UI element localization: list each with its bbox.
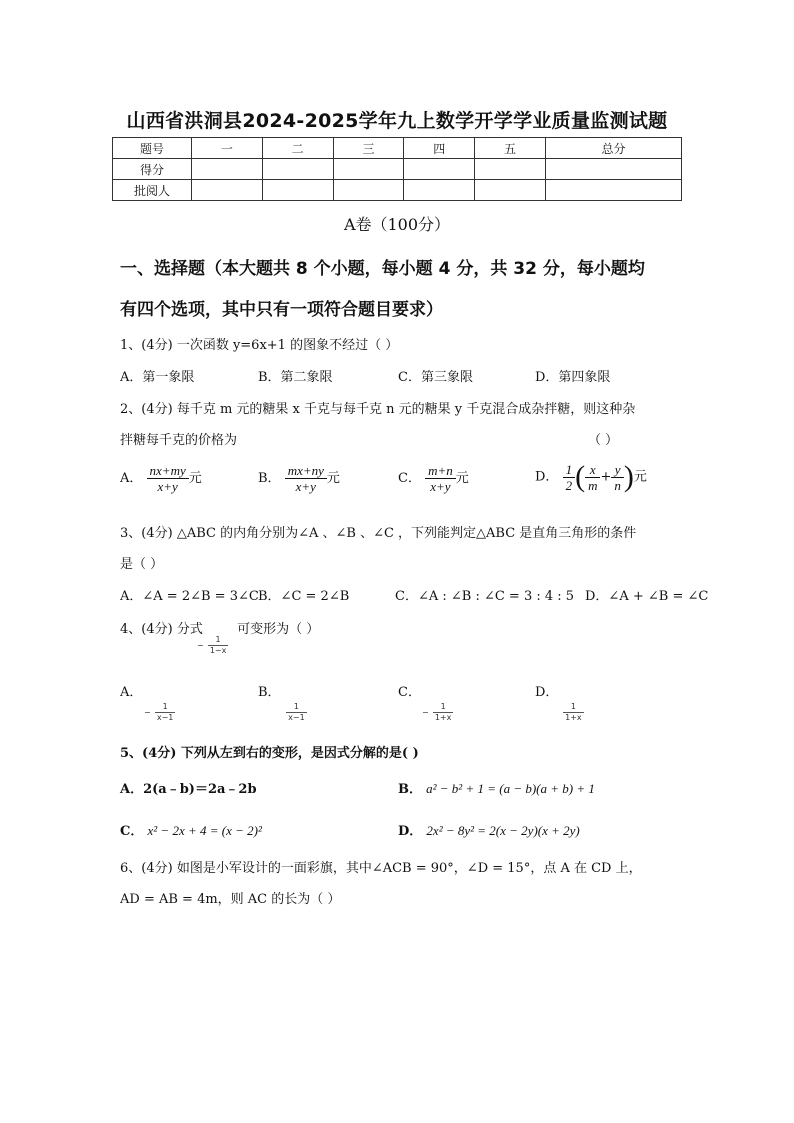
fraction <box>563 702 584 723</box>
numerator: x <box>585 462 600 478</box>
table-row <box>113 159 682 180</box>
sign: − <box>422 707 429 717</box>
fraction <box>433 702 454 723</box>
option-label: A． <box>120 685 143 700</box>
table-cell: 得分 <box>113 159 192 180</box>
plus-sign: + <box>600 469 612 485</box>
q2-answer-paren: （ ） <box>588 433 619 448</box>
option-label: D． <box>535 685 559 700</box>
table-cell: 题号 <box>113 138 192 159</box>
q4-option-d[interactable] <box>535 681 584 723</box>
option-label: B． <box>398 782 422 797</box>
q2-option-b[interactable] <box>258 463 340 494</box>
denominator: 1+x <box>434 713 452 722</box>
q2-option-a[interactable] <box>120 463 202 494</box>
q1-option-a[interactable]: A．第一象限 <box>120 370 195 385</box>
option-expression: a² − b² + 1 = (a − b)(a + b) + 1 <box>426 781 595 796</box>
grader-cell[interactable] <box>545 180 681 201</box>
denominator: x−1 <box>156 713 174 722</box>
q4-option-c[interactable] <box>398 681 453 723</box>
page-title: 山西省洪洞县2024-2025学年九上数学开学学业质量监测试题 <box>126 110 668 132</box>
denominator: m <box>588 477 598 493</box>
denominator: x+y <box>157 479 178 494</box>
score-table-header-row <box>113 138 682 159</box>
q5-option-b[interactable] <box>398 778 595 797</box>
sign: − <box>144 707 151 717</box>
part1-heading-line2: 有四个选项，其中只有一项符合题目要求） <box>120 300 443 320</box>
unit-label: 元 <box>326 471 340 486</box>
grader-cell[interactable] <box>404 180 475 201</box>
section-title: A卷（100分） <box>343 215 451 234</box>
option-label: C． <box>398 685 421 700</box>
unit-label: 元 <box>188 471 202 486</box>
fraction <box>563 462 576 493</box>
q3-line2: 是（ ） <box>120 557 164 572</box>
option-label: B． <box>258 685 281 700</box>
score-cell[interactable] <box>545 159 681 180</box>
q5-option-a[interactable]: A．2(a﹣b)＝2a﹣2b <box>120 782 257 797</box>
option-label: D． <box>398 824 423 839</box>
q5-option-c[interactable] <box>120 820 262 839</box>
fraction <box>585 462 600 493</box>
grader-cell[interactable] <box>192 180 263 201</box>
numerator: m+n <box>425 463 456 479</box>
fraction <box>208 635 229 656</box>
numerator: 1 <box>155 702 176 713</box>
q5-stem: 5、(4分) 下列从左到右的变形，是因式分解的是( ) <box>120 746 419 761</box>
q1-stem: 1、(4分) 一次函数 y=6x+1 的图象不经过（ ） <box>120 338 399 353</box>
option-fraction <box>144 702 175 723</box>
option-label: A． <box>120 471 143 486</box>
denominator: 1+x <box>565 713 582 722</box>
score-cell[interactable] <box>404 159 475 180</box>
q2-option-d[interactable] <box>535 460 647 494</box>
option-label: C． <box>398 471 421 486</box>
q1-option-d[interactable]: D．第四象限 <box>535 370 611 385</box>
score-cell[interactable] <box>192 159 263 180</box>
numerator: 1 <box>433 702 454 713</box>
option-expression: x² − 2x + 4 = (x − 2)² <box>147 823 262 838</box>
numerator: mx+ny <box>285 463 327 479</box>
denominator: x+y <box>430 479 451 494</box>
option-expression: 2x² − 8y² = 2(x − 2y)(x + 2y) <box>426 823 580 838</box>
q4-option-a[interactable] <box>120 681 175 723</box>
numerator: 1 <box>563 462 576 478</box>
q3-option-a[interactable]: A．∠A = 2∠B = 3∠C <box>120 589 259 604</box>
q6-line2: AD = AB = 4m，则 AC 的长为（ ） <box>120 892 341 907</box>
option-fraction <box>282 702 307 723</box>
option-fraction <box>559 702 584 723</box>
option-label: B． <box>258 471 281 486</box>
unit-label: 元 <box>455 471 469 486</box>
q2-line1: 2、(4分) 每千克 m 元的糖果 x 千克与每千克 n 元的糖果 y 千克混合成杂拌糖，则这种杂 <box>120 402 636 417</box>
fraction <box>611 462 624 493</box>
fraction <box>425 463 456 494</box>
q1-option-c[interactable]: C．第三象限 <box>398 370 473 385</box>
option-fraction <box>422 702 453 723</box>
table-cell: 批阅人 <box>113 180 192 201</box>
table-cell: 三 <box>333 138 404 159</box>
q2-option-c[interactable] <box>398 463 469 494</box>
grader-cell[interactable] <box>333 180 404 201</box>
option-label: D． <box>535 469 559 485</box>
grader-cell[interactable] <box>475 180 546 201</box>
table-cell: 二 <box>262 138 333 159</box>
fraction <box>147 463 189 494</box>
q3-option-c[interactable]: C．∠A : ∠B : ∠C = 3 : 4 : 5 <box>395 589 575 604</box>
fraction <box>155 702 176 723</box>
q4-option-b[interactable] <box>258 681 307 723</box>
score-cell[interactable] <box>475 159 546 180</box>
q6-line1: 6、(4分) 如图是小军设计的一面彩旗，其中∠ACB = 90°，∠D = 15°，点 A 在 CD 上， <box>120 861 642 876</box>
denominator: x+y <box>295 479 316 494</box>
denominator: x−1 <box>288 713 305 722</box>
right-paren: ) <box>623 460 634 493</box>
denominator: 1−x <box>209 646 227 655</box>
table-cell: 一 <box>192 138 263 159</box>
option-label: C． <box>120 824 144 839</box>
fraction <box>286 702 307 723</box>
sign: − <box>196 640 204 650</box>
left-paren: ( <box>575 460 586 493</box>
table-cell: 总分 <box>545 138 681 159</box>
denominator: n <box>614 477 621 493</box>
numerator: y <box>611 462 624 478</box>
q2-line2: 拌糖每千克的价格为 <box>120 433 238 448</box>
score-cell[interactable] <box>333 159 404 180</box>
numerator: 1 <box>286 702 307 713</box>
table-row <box>113 180 682 201</box>
q3-option-d[interactable]: D．∠A + ∠B = ∠C <box>585 589 709 604</box>
q4-stem-fraction <box>197 635 233 656</box>
table-cell: 四 <box>404 138 475 159</box>
score-table <box>112 137 682 201</box>
grader-cell[interactable] <box>262 180 333 201</box>
numerator: 1 <box>563 702 584 713</box>
numerator: 1 <box>208 635 229 646</box>
denominator: 2 <box>565 477 573 493</box>
q1-option-b[interactable]: B．第二象限 <box>258 370 333 385</box>
q4-stem <box>120 618 320 655</box>
fraction <box>285 463 327 494</box>
q4-stem-prefix: 4、(4分) 分式 <box>120 622 203 637</box>
numerator: nx+my <box>147 463 189 479</box>
table-cell: 五 <box>475 138 546 159</box>
q5-option-d[interactable] <box>398 820 580 839</box>
unit-label: 元 <box>633 469 647 485</box>
score-cell[interactable] <box>262 159 333 180</box>
q4-stem-suffix: 可变形为（ ） <box>237 622 320 637</box>
q3-option-b[interactable]: B．∠C = 2∠B <box>258 589 350 604</box>
q3-line1: 3、(4分) △ABC 的内角分别为∠A 、∠B 、∠C ，下列能判定△ABC 是直角三角形的条件 <box>120 526 637 541</box>
part1-heading-line1: 一、选择题（本大题共 8 个小题，每小题 4 分，共 32 分，每小题均 <box>120 259 645 279</box>
